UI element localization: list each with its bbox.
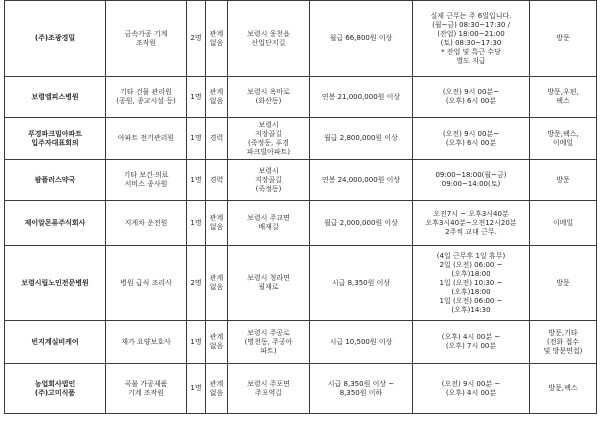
headcount: 1명 — [187, 321, 206, 364]
job-title: 병원 급식 조리사 — [106, 246, 187, 321]
work-location: 보령시 청라면 필재로 — [228, 246, 310, 321]
work-location: 보령시 주포면 주포역길 — [228, 364, 310, 414]
wage: 시급 8,350원 이상 — [310, 246, 413, 321]
job-listings-table — [4, 0, 597, 414]
wage: 월급 2,800,000원 이상 — [310, 118, 413, 160]
table-row — [5, 201, 597, 246]
job-title: 곡물 가공제품 기계 조작원 — [106, 364, 187, 414]
career-requirement: 관계 없음 — [206, 1, 228, 77]
headcount: 1명 — [187, 160, 206, 201]
work-location: 보령시 옥마로 (화산동) — [228, 77, 310, 118]
application-method: 방문 — [530, 160, 597, 201]
work-hours: 오전7시 ~ 오후3시40분 오후3시40분~오전12시20분 2주씩 교대 근무. — [413, 201, 530, 246]
headcount: 1명 — [187, 201, 206, 246]
job-title: 지게차 운전원 — [106, 201, 187, 246]
work-hours: (오전) 9시 00분~ (오후) 6시 00분 — [413, 77, 530, 118]
application-method: 방문,우편, 팩스 — [530, 77, 597, 118]
company-name: 보령엘피스병원 — [5, 77, 106, 118]
job-title: 기타 보건·의료 서비스 종사원 — [106, 160, 187, 201]
company-name: 보령시립노인전문병원 — [5, 246, 106, 321]
job-title: 금속가공 기계 조작원 — [106, 1, 187, 77]
company-name: (주)조광경밀 — [5, 1, 106, 77]
application-method: 방문,팩스, 이메일 — [530, 118, 597, 160]
job-title: 재가 요양보호사 — [106, 321, 187, 364]
company-name: 푸경파크빌아파트 입주자대표회의 — [5, 118, 106, 160]
application-method: 방문 — [530, 1, 597, 77]
company-name: 농업회사법인 (주)고미식품 — [5, 364, 106, 414]
work-location: 보령시 지장골길 (죽정동, 푸경 파크빌아파트) — [228, 118, 310, 160]
company-name: 제이알몬퓨주식회사 — [5, 201, 106, 246]
career-requirement: 관계 없음 — [206, 321, 228, 364]
career-requirement: 관계 없음 — [206, 77, 228, 118]
work-hours: (오전) 9시 00분~ (오후) 6시 00분 — [413, 118, 530, 160]
table-row — [5, 246, 597, 321]
table-row — [5, 118, 597, 160]
application-method: 이메일 — [530, 201, 597, 246]
headcount: 2명 — [187, 1, 206, 77]
table-row — [5, 160, 597, 201]
career-requirement: 경력 — [206, 118, 228, 160]
wage: 시급 8,350원 이상 ~ 8,350원 이하 — [310, 364, 413, 414]
work-hours: 실제 근무는 주 6일입니다. (월~금) 08:30~17:30 / (잔업) 18:00~21:00 (토) 08:30~17:30 * 잔업 및 특근 수당 별도 지급 — [413, 1, 530, 77]
career-requirement: 관계 없음 — [206, 201, 228, 246]
application-method: 방문 — [530, 246, 597, 321]
headcount: 1명 — [187, 364, 206, 414]
career-requirement: 관계 없음 — [206, 246, 228, 321]
headcount: 1명 — [187, 118, 206, 160]
application-method: 방문,기타 (전화 접수 및 방문면접) — [530, 321, 597, 364]
career-requirement: 관계 없음 — [206, 364, 228, 414]
company-name: 빈지계실비케어 — [5, 321, 106, 364]
table-row — [5, 77, 597, 118]
company-name: 팜플러스약국 — [5, 160, 106, 201]
work-hours: (오전) 9시 00분 ~ (오후) 4시 00분 — [413, 364, 530, 414]
work-hours: 09:00~18:00(월~금) 09:00~14:00(토) — [413, 160, 530, 201]
work-location: 보령시 지장골길 (죽정동) — [228, 160, 310, 201]
wage: 시급 10,500원 이상 — [310, 321, 413, 364]
work-hours: (4일 근무후 1일 휴무) 2일 (오전) 06:00 ~ (오후)18:00 1일 (오전) 10:30 ~ (오후)18:00 1일 (오전) 06:00 ~ (오후)14:30 — [413, 246, 530, 321]
work-location: 보령시 웅천읍 산업단지길 — [228, 1, 310, 77]
job-title: 기타 건물 관리원 (공원, 종교시설 등) — [106, 77, 187, 118]
job-title: 아파트 전기관리원 — [106, 118, 187, 160]
wage: 월급 2,000,000원 이상 — [310, 201, 413, 246]
table-row — [5, 1, 597, 77]
headcount: 2명 — [187, 246, 206, 321]
career-requirement: 경력 — [206, 160, 228, 201]
work-location: 보령시 주교면 배재길 — [228, 201, 310, 246]
wage: 월급 66,800원 이상 — [310, 1, 413, 77]
application-method: 방문,팩스 — [530, 364, 597, 414]
table-row — [5, 321, 597, 364]
work-location: 보령시 주공로 (명천동, 주공아 파트) — [228, 321, 310, 364]
wage: 연봉 24,000,000원 이상 — [310, 160, 413, 201]
work-hours: (오후) 4시 00분 ~ (오후) 7시 00분 — [413, 321, 530, 364]
table-row — [5, 364, 597, 414]
headcount: 1명 — [187, 77, 206, 118]
wage: 연봉 21,000,000원 이상 — [310, 77, 413, 118]
